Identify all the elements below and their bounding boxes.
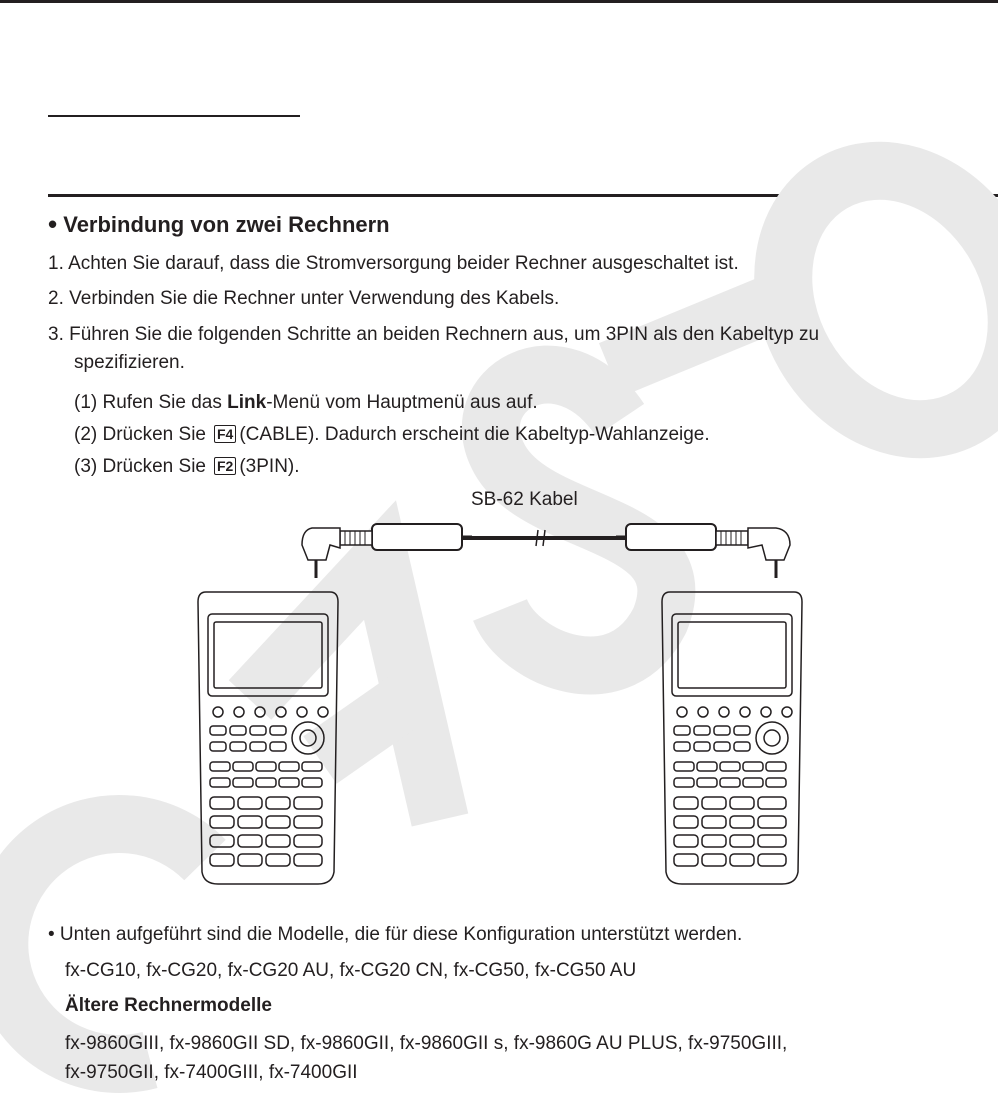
substep-2-suffix: (CABLE). Dadurch erscheint die Kabeltyp-Wahlanzeige. xyxy=(239,424,710,445)
f2-key-icon: F2 xyxy=(214,457,236,475)
cable-label: SB-62 Kabel xyxy=(471,489,578,510)
substep-3-prefix: (3) Drücken Sie xyxy=(74,456,206,477)
step-3-continued: spezifizieren. xyxy=(74,352,185,373)
calculator-left-icon xyxy=(198,592,338,884)
step-3: 3. Führen Sie die folgenden Schritte an beiden Rechnern aus, um 3PIN als den Kabeltyp zu xyxy=(48,324,820,345)
current-models: fx-CG10, fx-CG20, fx-CG20 AU, fx-CG20 CN, fx-CG50, fx-CG50 AU xyxy=(65,960,637,981)
older-models-line-2: fx-9750GII, fx-7400GIII, fx-7400GII xyxy=(65,1062,358,1083)
substep-1-suffix: -Menü vom Hauptmenü aus auf. xyxy=(266,392,538,413)
section-heading-text: Verbindung von zwei Rechnern xyxy=(63,212,390,237)
substep-1-prefix: (1) Rufen Sie das xyxy=(74,392,228,413)
supported-models-note: • Unten aufgeführt sind die Modelle, die für diese Konfiguration unterstützt werden. xyxy=(48,924,743,945)
cable-icon xyxy=(302,524,790,578)
calculator-right-icon xyxy=(662,592,802,884)
step-1: 1. Achten Sie darauf, dass die Stromversorgung beider Rechner ausgeschaltet ist. xyxy=(48,253,739,274)
older-models-line-1: fx-9860GIII, fx-9860GII SD, fx-9860GII, fx-9860GII s, fx-9860G AU PLUS, fx-9750GIII, xyxy=(65,1033,788,1054)
substep-2-prefix: (2) Drücken Sie xyxy=(74,424,206,445)
link-menu-name: Link xyxy=(227,392,267,413)
substep-3-suffix: (3PIN). xyxy=(239,456,300,477)
bullet-icon: • xyxy=(48,209,58,239)
older-models-heading: Ältere Rechnermodelle xyxy=(65,995,272,1016)
f4-key-icon: F4 xyxy=(214,425,236,443)
step-2: 2. Verbinden Sie die Rechner unter Verwendung des Kabels. xyxy=(48,288,560,309)
